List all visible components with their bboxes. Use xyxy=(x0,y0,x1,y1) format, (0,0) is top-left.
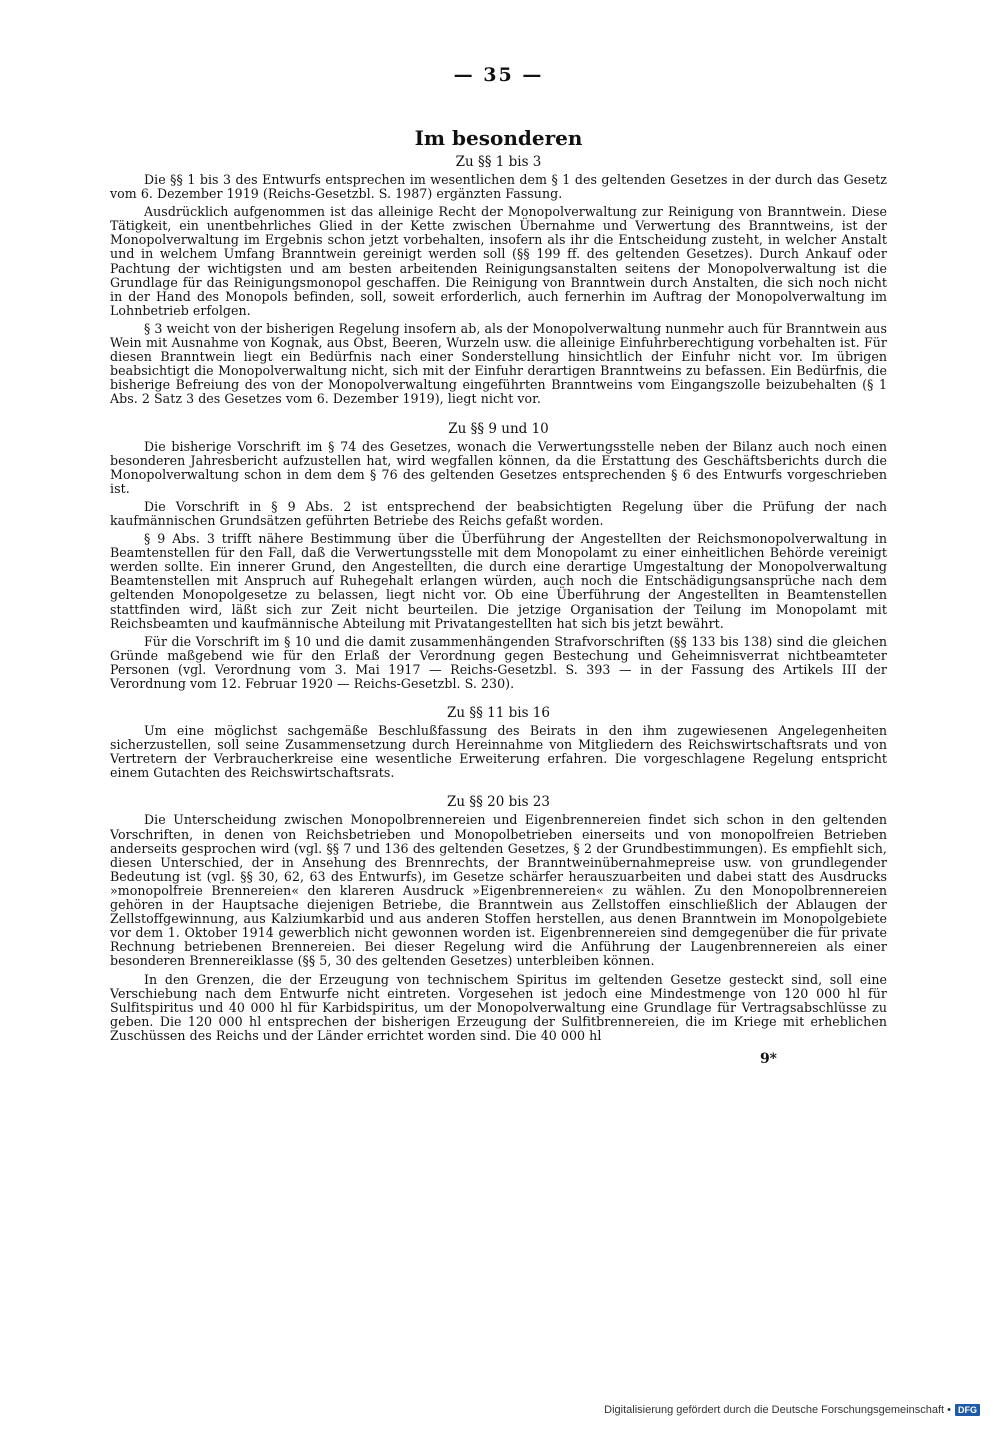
dfg-logo-icon: DFG xyxy=(955,1404,980,1416)
paragraph: Die Vorschrift in § 9 Abs. 2 ist entsprechend der beabsichtigten Regelung über die Prüfung der nach kaufmännischen Grundsätzen geführten Betriebe des Reichs gefaßt worden. xyxy=(110,498,887,528)
section-4 xyxy=(110,794,887,1043)
section-title: Zu §§ 11 bis 16 xyxy=(447,705,550,722)
digitization-credit xyxy=(604,1404,980,1416)
paragraph: § 3 weicht von der bisherigen Regelung insofern ab, als der Monopolverwaltung nunmehr auch für Branntwein aus Wein mit Ausnahme von Kognak, aus Obst, Beeren, Wurzeln usw. die alleinige Einfuhrberechtigung vorbehalten ist. Für diesen Branntwein liegt ein Bedürfnis nach einer Sonderstellung hinsichtlich der Einfuhr nicht vor. Im übrigen beabsichtigt die Monopolverwaltung nicht, sich mit der Einfuhr derartigen Branntweins zu befassen. Ein Bedürfnis, die bisherige Befreiung des von der Monopolverwaltung eingeführten Branntweins vom Eingangszolle beizubehalten (§ 1 Abs. 2 Satz 3 des Gesetzes vom 6. Dezember 1919), liegt nicht vor. xyxy=(110,320,887,407)
paragraph: Die §§ 1 bis 3 des Entwurfs entsprechen im wesentlichen dem § 1 des geltenden Gesetzes in der durch das Gesetz vom 6. Dezember 1919 (Reichs-Gesetzbl. S. 1987) ergänzten Fassung. xyxy=(110,172,887,202)
signature-mark: 9* xyxy=(759,1050,777,1067)
section-title: Zu §§ 9 und 10 xyxy=(448,420,549,437)
page-number: — 35 — xyxy=(453,64,544,86)
page-heading: Im besonderen xyxy=(414,126,583,150)
section-3 xyxy=(110,705,887,780)
section-title: Zu §§ 1 bis 3 xyxy=(455,154,542,170)
paragraph: § 9 Abs. 3 trifft nähere Bestimmung über die Überführung der Angestellten der Reichsmonopolverwaltung in Beamtenstellen für den Fall, daß die Verwertungsstelle mit dem Monopolamt zu einer einheitlichen Behörde vereinigt werden sollte. Ein innerer Grund, den Angestellten, die durch eine derartige Umgestaltung der Monopolverwaltung Beamtenstellen mit Anspruch auf Ruhegehalt erlangen würden, auch noch die Entschädigungsansprüche nach dem geltenden Monopolgesetze zu belassen, liegt nicht vor. Ob eine Überführung der Angestellten in Beamtenstellen stattfinden wird, läßt sich zur Zeit nicht beurteilen. Die jetzige Organisation der Teilung im Monopolamt mit Reichsbeamten und kaufmännische Abteilung mit Privatangestellten hat sich bis jetzt bewährt. xyxy=(110,531,887,631)
document-page xyxy=(110,64,887,1067)
paragraph: Um eine möglichst sachgemäße Beschlußfassung des Beirats in den ihm zugewiesenen Angelegenheiten sicherzustellen, soll seine Zusammensetzung durch Hereinnahme von Mitgliedern des Reichswirtschaftsrats und von Vertretern der Verbraucherkreise eine wesentliche Erweiterung erfahren. Die vorgeschlagene Regelung entspricht einem Gutachten des Reichswirtschaftsrats. xyxy=(110,723,887,781)
paragraph: Ausdrücklich aufgenommen ist das alleinige Recht der Monopolverwaltung zur Reinigung von Branntwein. Diese Tätigkeit, ein unentbehrliches Glied in der Kette zwischen Übernahme und Verwertung des Branntweins, ist der Monopolverwaltung im Ergebnis schon jetzt vorbehalten, insofern als ihr die Entscheidung zusteht, in welcher Anstalt und in welchem Umfang Branntwein gereinigt werden soll (§§ 199 ff. des geltenden Gesetzes). Durch Ankauf oder Pachtung der wichtigsten und am besten arbeitenden Reinigungsanstalten seitens der Monopolverwaltung ist die Grundlage für das Reinigungsmonopol geschaffen. Die Reinigung von Branntwein durch Anstalten, die sich noch nicht in der Hand des Monopols befinden, soll, soweit erforderlich, auch fernerhin im Auftrag der Monopolverwaltung im Lohnbetrieb erfolgen. xyxy=(110,204,887,318)
paragraph: Die bisherige Vorschrift im § 74 des Gesetzes, wonach die Verwertungsstelle neben der Bilanz auch noch einen besonderen Jahresbericht aufzustellen hat, wird wegfallen können, da die Erstattung des Geschäftsberichts durch die Monopolverwaltung schon in dem dem § 76 des geltenden Gesetzes entsprechenden § 6 des Entwurfs vorgeschrieben ist. xyxy=(110,438,887,496)
paragraph: Für die Vorschrift im § 10 und die damit zusammenhängenden Strafvorschriften (§§ 133 bis 138) sind die gleichen Gründe maßgebend wie für den Erlaß der Verordnung gegen Bestechung und Geheimnisverrat nichtbeamteter Personen (vgl. Verordnung vom 3. Mai 1917 — Reichs-Gesetzbl. S. 393 — in der Fassung des Artikels III der Verordnung vom 12. Februar 1920 — Reichs-Gesetzbl. S. 230). xyxy=(110,633,887,691)
credit-text: Digitalisierung gefördert durch die Deutsche Forschungsgemeinschaft • xyxy=(604,1404,951,1416)
section-title: Zu §§ 20 bis 23 xyxy=(447,794,550,811)
section-1 xyxy=(110,154,887,407)
paragraph: In den Grenzen, die der Erzeugung von technischem Spiritus im geltenden Gesetze gesteckt sind, soll eine Verschiebung nach dem Entwurfe nicht eintreten. Vorgesehen ist jedoch eine Mindestmenge von 120 000 hl für Sulfitspiritus und 40 000 hl für Karbidspiritus, um der Monopolverwaltung eine Grundlage für Vertragsabschlüsse zu geben. Die 120 000 hl entsprechen der bisherigen Erzeugung der Sulfitbrennereien, die im Kriege mit erheblichen Zuschüssen des Reichs und der Länder errichtet worden sind. Die 40 000 hl xyxy=(110,971,887,1043)
paragraph: Die Unterscheidung zwischen Monopolbrennereien und Eigenbrennereien findet sich schon in den geltenden Vorschriften, in denen von Reichsbetrieben und Monopolbetrieben einerseits und von monopolfreien Betrieben anderseits gesprochen wird (vgl. §§ 7 und 136 des geltenden Gesetzes, § 2 der Grundbestimmungen). Es empfiehlt sich, diesen Unterschied, der in Ansehung des Brennrechts, der Branntweinübernahmepreise usw. von grundlegender Bedeutung ist (vgl. §§ 30, 62, 63 des Entwurfs), im Gesetze schärfer herauszuarbeiten und dabei statt des Ausdrucks »monopolfreie Brennereien« den klareren Ausdruck »Eigenbrennereien« zu wählen. Zu den Monopolbrennereien gehören in der Hauptsache diejenigen Betriebe, die Branntwein aus Zellstoffen einschließlich der Ablaugen der Zellstoffgewinnung, aus Kalziumkarbid und aus anderen Stoffen herstellen, aus denen Branntwein im Monopolgebiete vor dem 1. Oktober 1914 gewerblich nicht gewonnen worden ist. Eigenbrennereien sind demgegenüber die für private Rechnung betriebenen Brennereien. Bei dieser Regelung wird die Anführung der Laugenbrennereien als einer besonderen Brennereiklasse (§§ 5, 30 des geltenden Gesetzes) unterbleiben können. xyxy=(110,812,887,969)
section-2 xyxy=(110,421,887,692)
